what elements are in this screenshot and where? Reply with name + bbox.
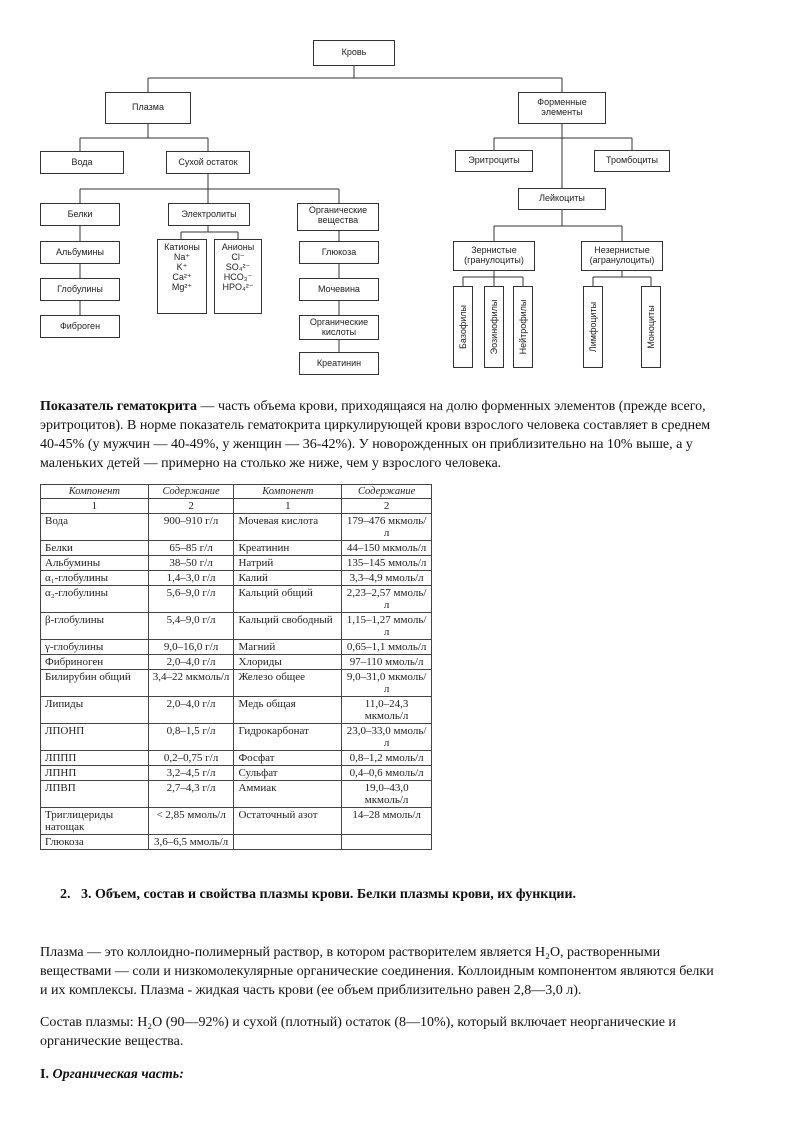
table-row: [41, 613, 432, 640]
content-cell: [342, 835, 432, 850]
agranular-line2: (агранулоциты): [589, 254, 655, 265]
component-cell: ЛПНП: [41, 766, 149, 781]
plasma-composition-table: [40, 484, 432, 850]
hematocrit-line4: маленьких детей — примерно на столько же ниже, чем у взрослого человека.: [40, 456, 502, 471]
content-cell: 3,6–6,5 ммоль/л: [148, 835, 234, 850]
component-cell: Калий: [234, 571, 342, 586]
content-cell: < 2,85 ммоль/л: [148, 808, 234, 835]
organic-acids-line1: Органические: [309, 317, 369, 327]
node-fibrinogen-label: Фиброген: [59, 320, 101, 331]
table-row: [41, 514, 432, 541]
anion-hco3: HCO₃⁻: [223, 271, 253, 282]
node-cations: [157, 239, 207, 314]
cation-na: Na⁺: [173, 251, 191, 262]
node-leukocytes-label: Лейкоциты: [539, 193, 585, 204]
content-cell: 135–145 ммоль/л: [342, 556, 432, 571]
component-cell: Магний: [234, 640, 342, 655]
component-cell: Липиды: [41, 697, 149, 724]
organic-part-heading: I. Органическая часть:: [40, 1067, 184, 1082]
content-cell: 1,4–3,0 г/л: [148, 571, 234, 586]
section-number: 2.: [60, 887, 71, 902]
node-erythrocytes: [455, 150, 533, 172]
column-number-3: 1: [234, 499, 342, 514]
hematocrit-line1-text: — часть объема крови, приходящаяся на долю форменных элементов (прежде всего,: [196, 399, 706, 414]
node-blood: [313, 40, 395, 66]
node-albumins-label: Альбумины: [56, 246, 104, 257]
component-cell: ЛППП: [41, 751, 149, 766]
plasma-definition-paragraph: [40, 943, 760, 1000]
table-row: [41, 655, 432, 670]
node-albumins: [40, 241, 120, 264]
component-cell: Аммиак: [234, 781, 342, 808]
node-eosinophils: [484, 286, 504, 368]
lymphocytes-label: Лимфоциты: [588, 301, 598, 353]
header-component-1: Компонент: [41, 485, 149, 499]
table-number-row: [41, 499, 432, 514]
header-content-2: Содержание: [342, 485, 432, 499]
component-cell: α₂-глобулины: [41, 586, 149, 613]
basophils-label: Базофилы: [458, 305, 468, 349]
node-monocytes: [641, 286, 661, 368]
column-number-1: 1: [41, 499, 149, 514]
cation-k: K⁺: [176, 261, 188, 272]
section-title: 3. Объем, состав и свойства плазмы крови. Белки плазмы крови, их функции.: [81, 887, 577, 902]
content-cell: 14–28 ммоль/л: [342, 808, 432, 835]
cation-ca: Ca²⁺: [172, 271, 192, 282]
content-cell: 3,2–4,5 г/л: [148, 766, 234, 781]
component-cell: Глюкоза: [41, 835, 149, 850]
composition-line2: органические вещества.: [40, 1034, 184, 1049]
component-cell: Медь общая: [234, 697, 342, 724]
eosinophils-label: Эозинофилы: [489, 299, 499, 355]
component-cell: Кальций свободный: [234, 613, 342, 640]
content-cell: 0,2–0,75 г/л: [148, 751, 234, 766]
node-dry-residue: [166, 151, 250, 174]
component-cell: Фибриноген: [41, 655, 149, 670]
node-proteins: [40, 203, 120, 226]
node-organic-line2: вещества: [317, 214, 359, 225]
node-platelets-label: Тромбоциты: [605, 155, 659, 166]
component-cell: ЛПОНП: [41, 724, 149, 751]
node-blood-label: Кровь: [341, 47, 367, 58]
anion-so4: SO₄²⁻: [225, 261, 251, 272]
column-number-2: 2: [148, 499, 234, 514]
roman-numeral: I: [40, 1067, 46, 1082]
content-cell: 5,4–9,0 г/л: [148, 613, 234, 640]
node-plasma-label: Плазма: [132, 102, 164, 113]
table-row: [41, 724, 432, 751]
column-number-4: 2: [342, 499, 432, 514]
table-row: [41, 808, 432, 835]
node-lymphocytes: [583, 286, 603, 368]
node-plasma: [105, 92, 191, 124]
content-cell: 0,8–1,5 г/л: [148, 724, 234, 751]
granular-line1: Зернистые: [471, 245, 517, 255]
node-creatinine: [299, 352, 379, 375]
table-body: [41, 514, 432, 850]
node-platelets: [594, 150, 670, 172]
content-cell: 2,23–2,57 ммоль/л: [342, 586, 432, 613]
content-cell: 2,7–4,3 г/л: [148, 781, 234, 808]
table-row: [41, 670, 432, 697]
plasma-line2: веществами — соли и низкомолекулярные органические соединения. Коллоидным компонентом являются белки: [40, 964, 714, 979]
table-row: [41, 640, 432, 655]
node-glucose: [299, 241, 379, 264]
content-cell: 0,8–1,2 ммоль/л: [342, 751, 432, 766]
anion-hpo4: HPO₄²⁻: [222, 281, 254, 292]
content-cell: 9,0–16,0 г/л: [148, 640, 234, 655]
node-proteins-label: Белки: [67, 208, 93, 219]
diagram-connectors: [0, 0, 800, 385]
content-cell: 2,0–4,0 г/л: [148, 655, 234, 670]
content-cell: 900–910 г/л: [148, 514, 234, 541]
node-globulins-label: Глобулины: [57, 283, 103, 294]
cations-title: Катионы: [164, 242, 200, 252]
table-row: [41, 835, 432, 850]
component-cell: [234, 835, 342, 850]
node-formed-line2: элементы: [541, 106, 583, 117]
content-cell: 0,4–0,6 ммоль/л: [342, 766, 432, 781]
node-electrolytes: [168, 203, 250, 226]
node-formed-elements: [518, 92, 606, 124]
blood-composition-diagram: [0, 0, 800, 385]
hematocrit-term: Показатель гематокрита: [40, 399, 197, 414]
component-cell: γ-глобулины: [41, 640, 149, 655]
anions-title: Анионы: [221, 242, 255, 252]
content-cell: 44–150 мкмоль/л: [342, 541, 432, 556]
plasma-composition-paragraph: [40, 1013, 760, 1051]
cation-mg: Mg²⁺: [171, 281, 193, 292]
component-cell: Альбумины: [41, 556, 149, 571]
anion-cl: Cl⁻: [231, 251, 245, 262]
node-agranulocytes: [581, 241, 663, 271]
component-cell: Билирубин общий: [41, 670, 149, 697]
agranular-line1: Незернистые: [594, 245, 650, 255]
component-cell: Остаточный азот: [234, 808, 342, 835]
hematocrit-line3: 40-45% (у мужчин — 40-49%, у женщин — 36-42%). У новорожденных он приблизительно на 10% выше, а у: [40, 437, 693, 452]
node-urea: [299, 278, 379, 301]
table-row: [41, 697, 432, 724]
component-cell: Белки: [41, 541, 149, 556]
node-creatinine-label: Креатинин: [316, 357, 362, 368]
content-cell: 1,15–1,27 ммоль/л: [342, 613, 432, 640]
component-cell: β-глобулины: [41, 613, 149, 640]
component-cell: Гидрокарбонат: [234, 724, 342, 751]
component-cell: Вода: [41, 514, 149, 541]
node-granulocytes: [453, 241, 535, 271]
section-heading: [60, 887, 576, 903]
component-cell: ЛПВП: [41, 781, 149, 808]
content-cell: 23,0–33,0 ммоль/л: [342, 724, 432, 751]
node-organic-substances: [297, 203, 379, 231]
content-cell: 65–85 г/л: [148, 541, 234, 556]
component-cell: Железо общее: [234, 670, 342, 697]
node-neutrophils: [513, 286, 533, 368]
neutrophils-label: Нейтрофилы: [518, 299, 528, 355]
node-basophils: [453, 286, 473, 368]
table-header-row: [41, 485, 432, 499]
content-cell: 38–50 г/л: [148, 556, 234, 571]
table-row: [41, 541, 432, 556]
table-row: [41, 781, 432, 808]
node-urea-label: Мочевина: [318, 283, 360, 294]
content-cell: 2,0–4,0 г/л: [148, 697, 234, 724]
content-cell: 3,3–4,9 ммоль/л: [342, 571, 432, 586]
organic-acids-line2: кислоты: [321, 326, 357, 337]
component-cell: Натрий: [234, 556, 342, 571]
component-cell: Хлориды: [234, 655, 342, 670]
content-cell: 11,0–24,3 мкмоль/л: [342, 697, 432, 724]
hematocrit-line2: эритроцитов). В норме показатель гематокрита циркулирующей крови взрослого человека составляет в среднем: [40, 418, 711, 433]
table-row: [41, 766, 432, 781]
table-row: [41, 571, 432, 586]
header-content-1: Содержание: [148, 485, 234, 499]
node-water-label: Вода: [71, 156, 93, 167]
plasma-line3: и их комплексы. Плазма - жидкая часть крови (ее объем приблизительно равен 2,8—3,0 л).: [40, 983, 582, 998]
component-cell: Кальций общий: [234, 586, 342, 613]
node-water: [40, 151, 124, 174]
node-anions: [214, 239, 262, 314]
node-organic-line1: Органические: [308, 205, 368, 215]
organic-part-label: Органическая часть:: [52, 1067, 184, 1082]
node-formed-line1: Форменные: [537, 97, 587, 107]
component-cell: Мочевая кислота: [234, 514, 342, 541]
node-fibrinogen: [40, 315, 120, 338]
granular-line2: (гранулоциты): [464, 254, 524, 265]
content-cell: 0,65–1,1 ммоль/л: [342, 640, 432, 655]
node-leukocytes: [518, 188, 606, 210]
content-cell: 19,0–43,0 мкмоль/л: [342, 781, 432, 808]
monocytes-label: Моноциты: [646, 305, 656, 349]
component-cell: Триглицериды натощак: [41, 808, 149, 835]
node-glucose-label: Глюкоза: [321, 246, 357, 257]
table-row: [41, 556, 432, 571]
content-cell: 3,4–22 мкмоль/л: [148, 670, 234, 697]
node-erythrocytes-label: Эритроциты: [468, 155, 520, 166]
node-dry-residue-label: Сухой остаток: [178, 156, 238, 167]
component-cell: Фосфат: [234, 751, 342, 766]
table-row: [41, 751, 432, 766]
node-globulins: [40, 278, 120, 301]
hematocrit-line1: [40, 397, 760, 416]
content-cell: 9,0–31,0 мкмоль/л: [342, 670, 432, 697]
content-cell: 97–110 ммоль/л: [342, 655, 432, 670]
node-electrolytes-label: Электролиты: [181, 208, 237, 219]
component-cell: Креатинин: [234, 541, 342, 556]
component-cell: α₁-глобулины: [41, 571, 149, 586]
component-cell: Сульфат: [234, 766, 342, 781]
node-organic-acids: [299, 315, 379, 340]
table-row: [41, 586, 432, 613]
composition-line1: Состав плазмы: H₂O (90—92%) и сухой (плотный) остаток (8—10%), который включает неорганические и: [40, 1015, 676, 1030]
content-cell: 179–476 мкмоль/л: [342, 514, 432, 541]
hematocrit-paragraph: [40, 397, 760, 473]
plasma-line1: Плазма — это коллоидно-полимерный раствор, в котором растворителем является H₂O, растворенными: [40, 945, 661, 960]
content-cell: 5,6–9,0 г/л: [148, 586, 234, 613]
header-component-2: Компонент: [234, 485, 342, 499]
